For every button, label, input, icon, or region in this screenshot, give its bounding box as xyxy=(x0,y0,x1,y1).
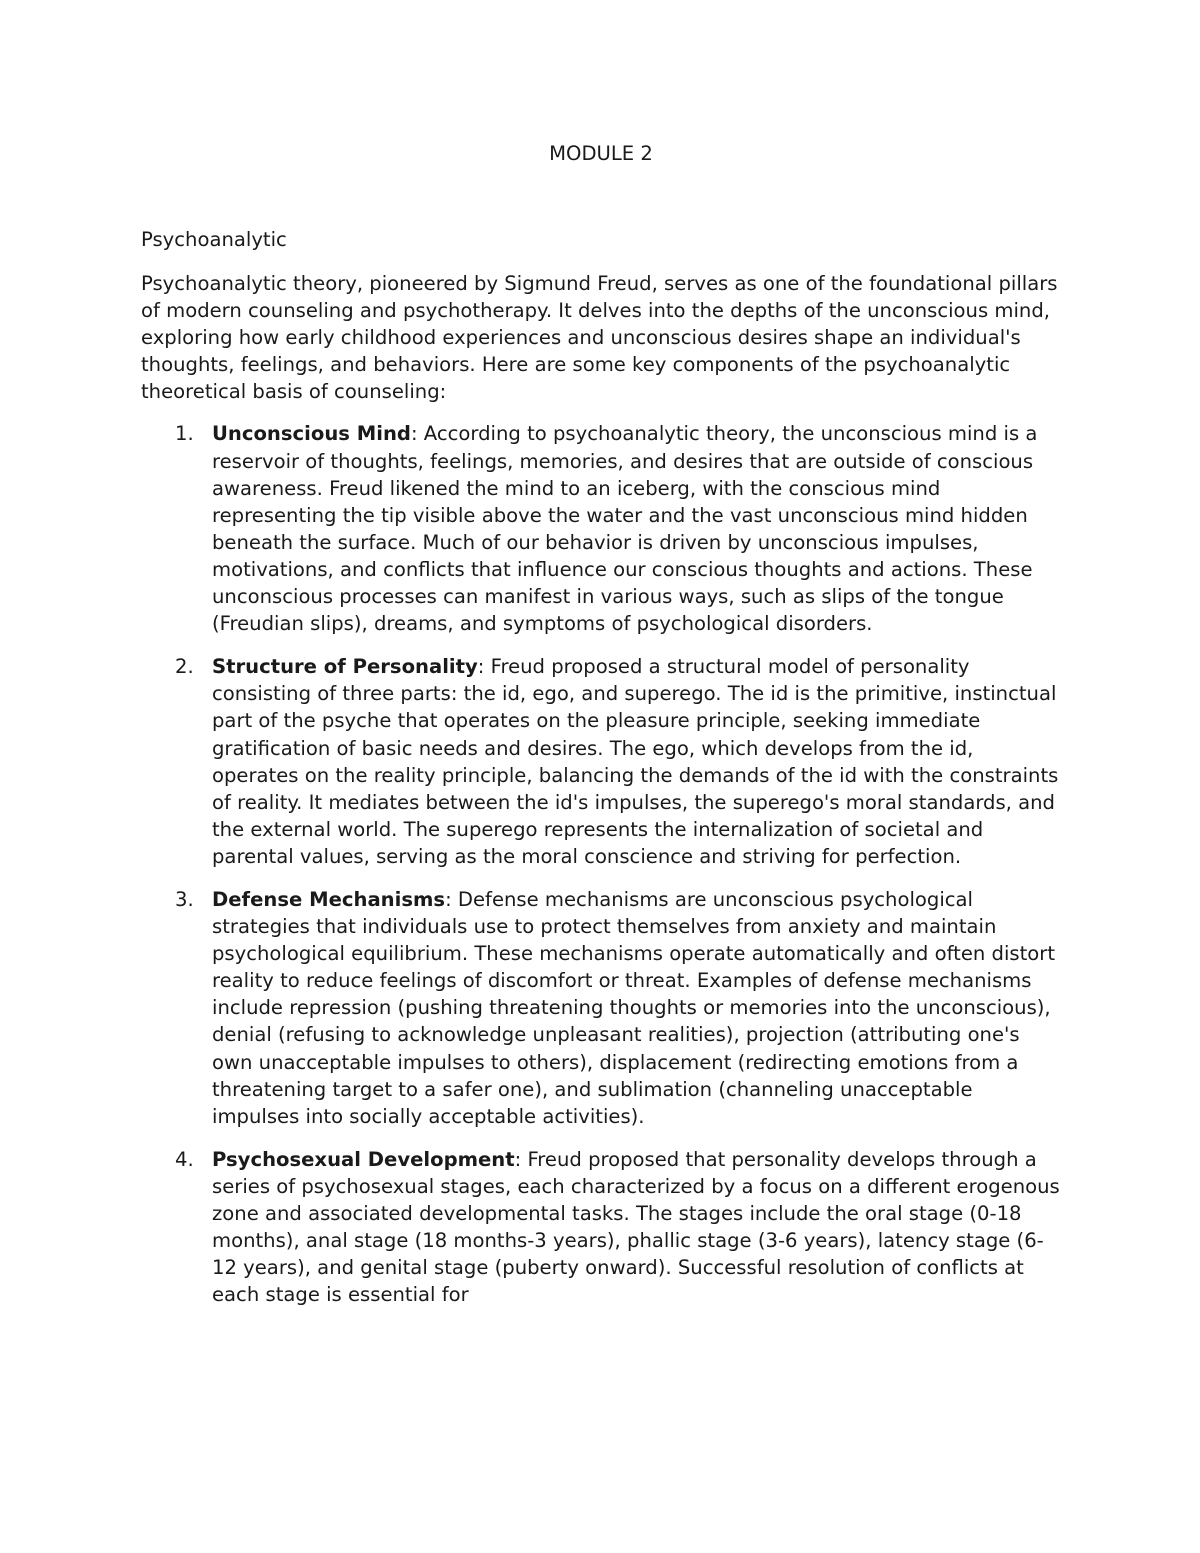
list-item-text: : Freud proposed a structural model of personality consisting of three parts: the id, ego, and superego. The id is the primitive, instinctual part of the psyche that operates on the pleasure principle, seeking immediate gratification of basic needs and desires. The ego, which develops from the id, operates on the reality principle, balancing the demands of the id with the constraints of reality. It mediates between the id's impulses, the superego's moral standards, and the external world. The superego represents the internalization of societal and parental values, serving as the moral conscience and striving for perfection. xyxy=(212,655,1059,868)
key-components-list xyxy=(141,420,1061,1308)
intro-paragraph: Psychoanalytic theory, pioneered by Sigmund Freud, serves as one of the foundational pillars of modern counseling and psychotherapy. It delves into the depths of the unconscious mind, exploring how early childhood experiences and unconscious desires shape an individual's thoughts, feelings, and behaviors. Here are some key components of the psychoanalytic theoretical basis of counseling: xyxy=(141,272,1058,404)
list-item-number: 3. xyxy=(175,887,194,911)
list-item xyxy=(141,420,1061,637)
list-item xyxy=(141,1146,1061,1309)
list-item-term: Unconscious Mind xyxy=(212,422,411,446)
page-content xyxy=(141,140,1061,1324)
list-item-text: : Freud proposed that personality develops through a series of psychosexual stages, each characterized by a focus on a different erogenous zone and associated developmental tasks. The stages include the oral stage (0-18 months), anal stage (18 months-3 years), phallic stage (3-6 years), latency stage (6-12 years), and genital stage (puberty onward). Successful resolution of conflicts at each stage is essential for xyxy=(212,1147,1060,1307)
list-item xyxy=(141,886,1061,1130)
document-title: MODULE 2 xyxy=(549,142,653,165)
list-item xyxy=(141,653,1061,870)
section-heading: Psychoanalytic xyxy=(141,228,287,251)
list-item-term: Psychosexual Development xyxy=(212,1147,515,1171)
list-item-number: 4. xyxy=(175,1147,194,1171)
list-item-number: 2. xyxy=(175,655,194,679)
list-item-term: Structure of Personality xyxy=(212,655,478,679)
list-item-term: Defense Mechanisms xyxy=(212,887,446,911)
list-item-text: : Defense mechanisms are unconscious psychological strategies that individuals use to protect themselves from anxiety and maintain psychological equilibrium. These mechanisms operate automatically and often distort reality to reduce feelings of discomfort or threat. Examples of defense mechanisms include repression (pushing threatening thoughts or memories into the unconscious), denial (refusing to acknowledge unpleasant realities), projection (attributing one's own unacceptable impulses to others), displacement (redirecting emotions from a threatening target to a safer one), and sublimation (channeling unacceptable impulses into socially acceptable activities). xyxy=(212,887,1056,1128)
list-item-text: : According to psychoanalytic theory, the unconscious mind is a reservoir of thoughts, feelings, memories, and desires that are outside of conscious awareness. Freud likened the mind to an iceberg, with the conscious mind representing the tip visible above the water and the vast unconscious mind hidden beneath the surface. Much of our behavior is driven by unconscious impulses, motivations, and conflicts that influence our conscious thoughts and actions. These unconscious processes can manifest in various ways, such as slips of the tongue (Freudian slips), dreams, and symptoms of psychological disorders. xyxy=(212,422,1038,636)
list-item-number: 1. xyxy=(175,422,194,446)
